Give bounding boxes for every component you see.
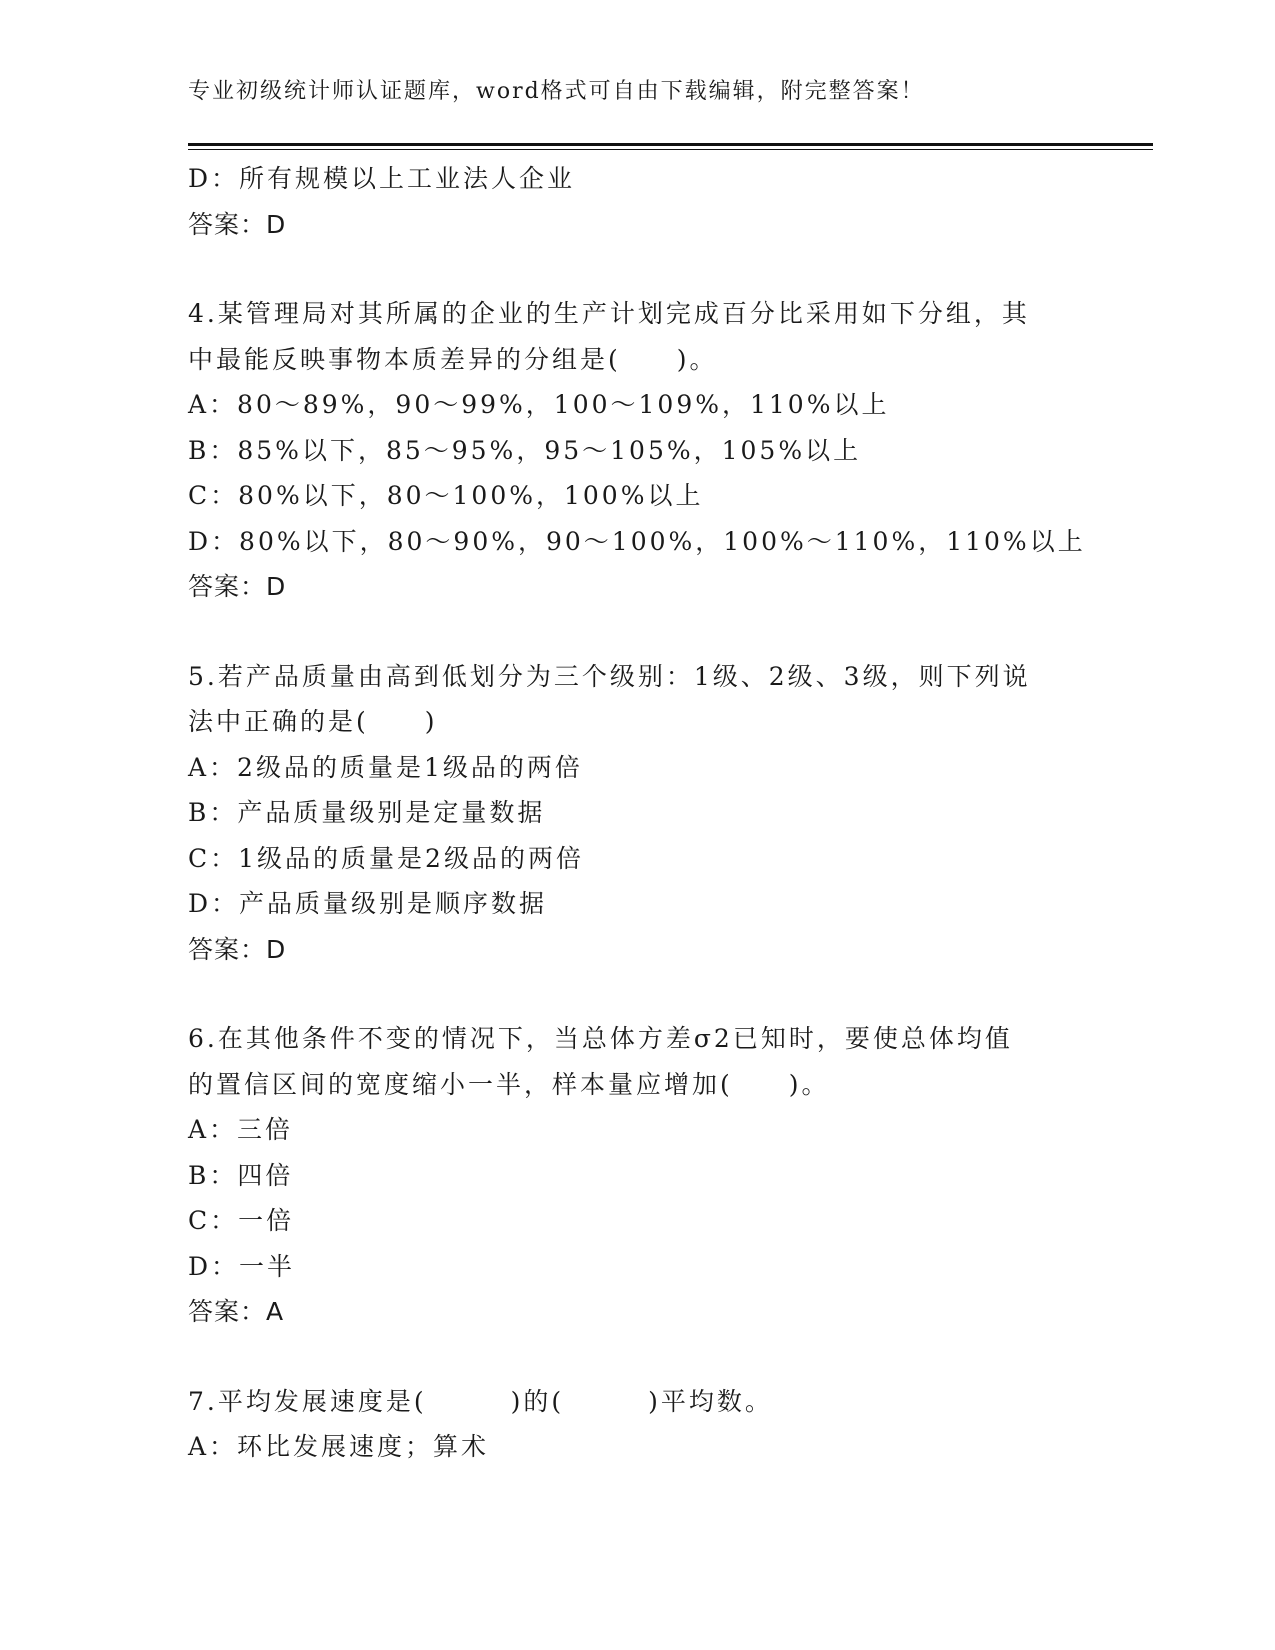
option-a: A：三倍: [188, 1115, 294, 1144]
question-4: [188, 291, 1088, 610]
header-rule-thin: [188, 149, 1153, 150]
question-stem: 中最能反映事物本质差异的分组是( )。: [188, 344, 718, 374]
option-c: C：一倍: [188, 1206, 295, 1235]
question-stem: 6.在其他条件不变的情况下，当总体方差σ2已知时，要使总体均值: [188, 1024, 1013, 1053]
prev-option-d: D：所有规模以上工业法人企业: [188, 164, 576, 193]
question-stem: 法中正确的是( ): [188, 707, 438, 736]
option-a: A：80～89%，90～99%，100～109%，110%以上: [188, 390, 890, 419]
question-5: [188, 654, 1088, 973]
option-b: B：产品质量级别是定量数据: [188, 798, 546, 827]
answer: 答案：D: [188, 934, 287, 964]
answer: 答案：D: [188, 572, 287, 601]
option-a: A：环比发展速度；算术: [188, 1432, 490, 1461]
question-stem: 7.平均发展速度是( )的( )平均数。: [188, 1386, 773, 1416]
option-d: D：80%以下，80～90%，90～100%，100%～110%，110%以上: [188, 526, 1086, 556]
option-d: D：一半: [188, 1251, 296, 1281]
option-b: B：四倍: [188, 1160, 294, 1190]
spacer: [188, 972, 1088, 1016]
option-a: A：2级品的质量是1级品的两倍: [188, 752, 583, 782]
prev-answer: 答案：D: [188, 209, 287, 239]
question-6: [188, 1016, 1088, 1335]
document-body: [188, 156, 1088, 1470]
question-stem: 4.某管理局对其所属的企业的生产计划完成百分比采用如下分组，其: [188, 299, 1030, 328]
question-stem: 的置信区间的宽度缩小一半，样本量应增加( )。: [188, 1069, 830, 1099]
option-b: B：85%以下，85～95%，95～105%，105%以上: [188, 435, 862, 465]
spacer: [188, 1335, 1088, 1379]
spacer: [188, 610, 1088, 654]
spacer: [188, 247, 1088, 291]
page-header-text: 专业初级统计师认证题库，word格式可自由下载编辑，附完整答案！: [188, 79, 925, 104]
option-c: C：1级品的质量是2级品的两倍: [188, 843, 584, 873]
header-rule-thick: [188, 143, 1153, 146]
question-7: [188, 1379, 1088, 1470]
answer: 答案：A: [188, 1297, 285, 1326]
option-c: C：80%以下，80～100%，100%以上: [188, 481, 704, 510]
question-stem: 5.若产品质量由高到低划分为三个级别：1级、2级、3级，则下列说: [188, 661, 1031, 691]
option-d: D：产品质量级别是顺序数据: [188, 889, 548, 918]
